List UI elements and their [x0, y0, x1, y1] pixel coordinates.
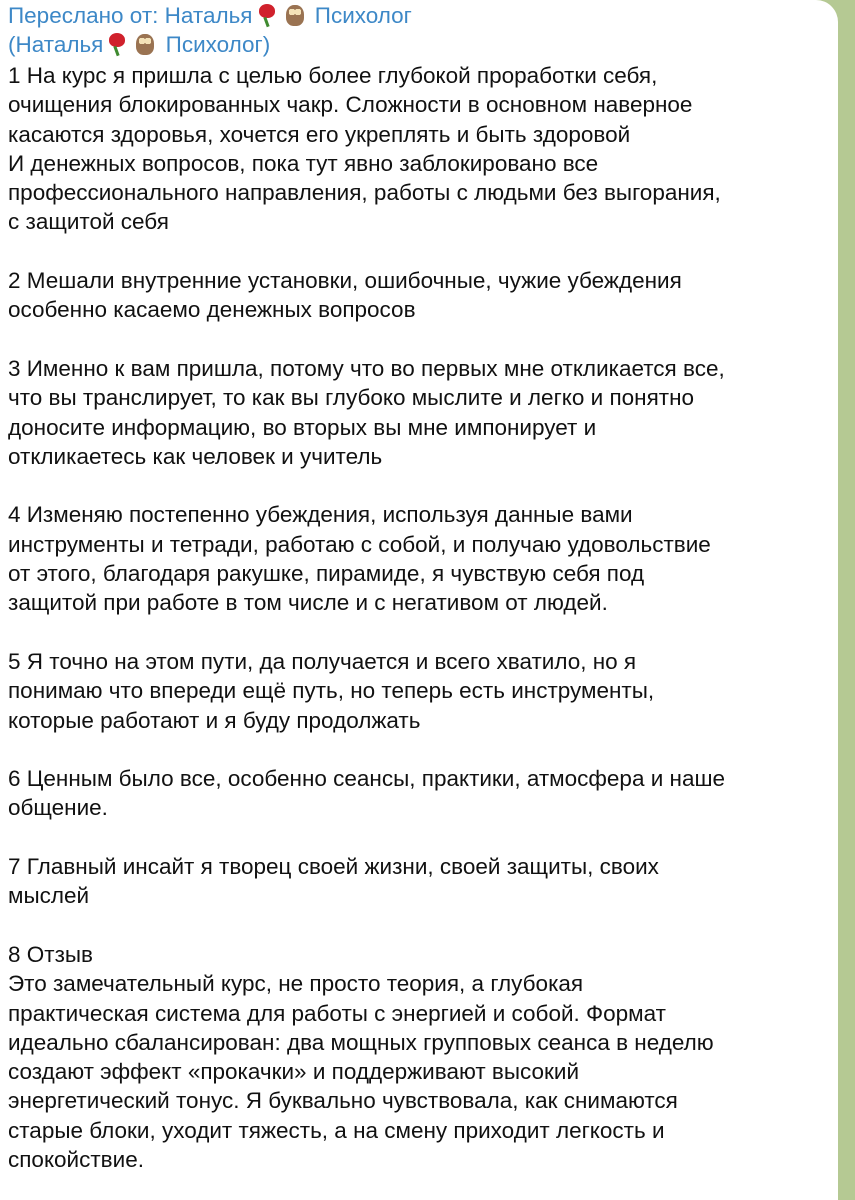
message-line: практическая система для работы с энергией и собой. Формат: [8, 1000, 666, 1026]
forwarded-author-line[interactable]: [8, 30, 822, 59]
message-line: 7 Главный инсайт я творец своей жизни, своей защиты, своих: [8, 854, 659, 880]
message-paragraph: [8, 940, 822, 1174]
message-line: особенно касаемо денежных вопросов: [8, 297, 416, 323]
message-line: Это замечательный курс, не просто теория, а глубокая: [8, 971, 584, 997]
message-paragraph: [8, 764, 822, 823]
rose-icon: [255, 3, 279, 27]
owl-icon: [283, 3, 307, 27]
message-line: 8 Отзыв: [8, 941, 94, 967]
message-line: 3 Именно к вам пришла, потому что во первых мне откликается все,: [8, 355, 725, 381]
message-line: касаются здоровья, хочется его укреплять и быть здоровой: [8, 121, 631, 147]
message-line: общение.: [8, 795, 108, 821]
message-line: мыслей: [8, 883, 90, 909]
message-line: спокойствие.: [8, 1146, 144, 1172]
message-line: понимаю что впереди ещё путь, но теперь есть инструменты,: [8, 678, 655, 704]
message-line: которые работают и я буду продолжать: [8, 707, 421, 733]
message-paragraph: [8, 500, 822, 617]
message-paragraph: [8, 647, 822, 735]
forwarded-from-line[interactable]: [8, 1, 822, 30]
message-line: старые блоки, уходит тяжесть, а на смену приходит легкость и: [8, 1117, 665, 1143]
owl-icon: [133, 32, 157, 56]
forwarded-from-label: Переслано от: Наталья: [8, 3, 253, 28]
forwarded-from-role: Психолог: [314, 3, 412, 28]
message-paragraph: [8, 61, 822, 237]
message-line: очищения блокированных чакр. Сложности в основном наверное: [8, 92, 693, 118]
message-line: откликаетесь как человек и учитель: [8, 443, 383, 469]
message-line: с защитой себя: [8, 209, 169, 235]
message-line: идеально сбалансирован: два мощных групповых сеанса в неделю: [8, 1029, 714, 1055]
message-line: И денежных вопросов, пока тут явно заблокировано все: [8, 150, 599, 176]
forwarded-author-role: Психолог): [165, 32, 271, 57]
message-line: защитой при работе в том числе и с негативом от людей.: [8, 590, 608, 616]
message-line: создают эффект «прокачки» и поддерживают высокий: [8, 1059, 580, 1085]
message-paragraph: [8, 852, 822, 911]
message-line: 5 Я точно на этом пути, да получается и всего хватило, но я: [8, 648, 637, 674]
message-paragraph: [8, 354, 822, 471]
message-line: от этого, благодаря ракушке, пирамиде, я чувствую себя под: [8, 561, 645, 587]
chat-wallpaper-edge: [838, 0, 855, 1200]
message-line: 1 На курс я пришла с целью более глубокой проработки себя,: [8, 63, 658, 88]
message-line: 2 Мешали внутренние установки, ошибочные, чужие убеждения: [8, 268, 682, 294]
message-line: доносите информацию, во вторых вы мне импонирует и: [8, 414, 597, 440]
message-line: 4 Изменяю постепенно убеждения, используя данные вами: [8, 502, 633, 528]
forwarded-author-name: (Наталья: [8, 32, 104, 57]
message-paragraph: [8, 266, 822, 325]
message-text: [8, 61, 822, 1174]
rose-icon: [105, 32, 129, 56]
message-line: профессионального направления, работы с людьми без выгорания,: [8, 180, 721, 206]
message-line: 6 Ценным было все, особенно сеансы, практики, атмосфера и наше: [8, 766, 726, 792]
forwarded-from-header[interactable]: [8, 0, 822, 59]
message-line: что вы транслирует, то как вы глубоко мыслите и легко и понятно: [8, 385, 695, 411]
message-line: энергетический тонус. Я буквально чувствовала, как снимаются: [8, 1088, 678, 1114]
message-line: инструменты и тетради, работаю с собой, и получаю удовольствие: [8, 531, 711, 557]
